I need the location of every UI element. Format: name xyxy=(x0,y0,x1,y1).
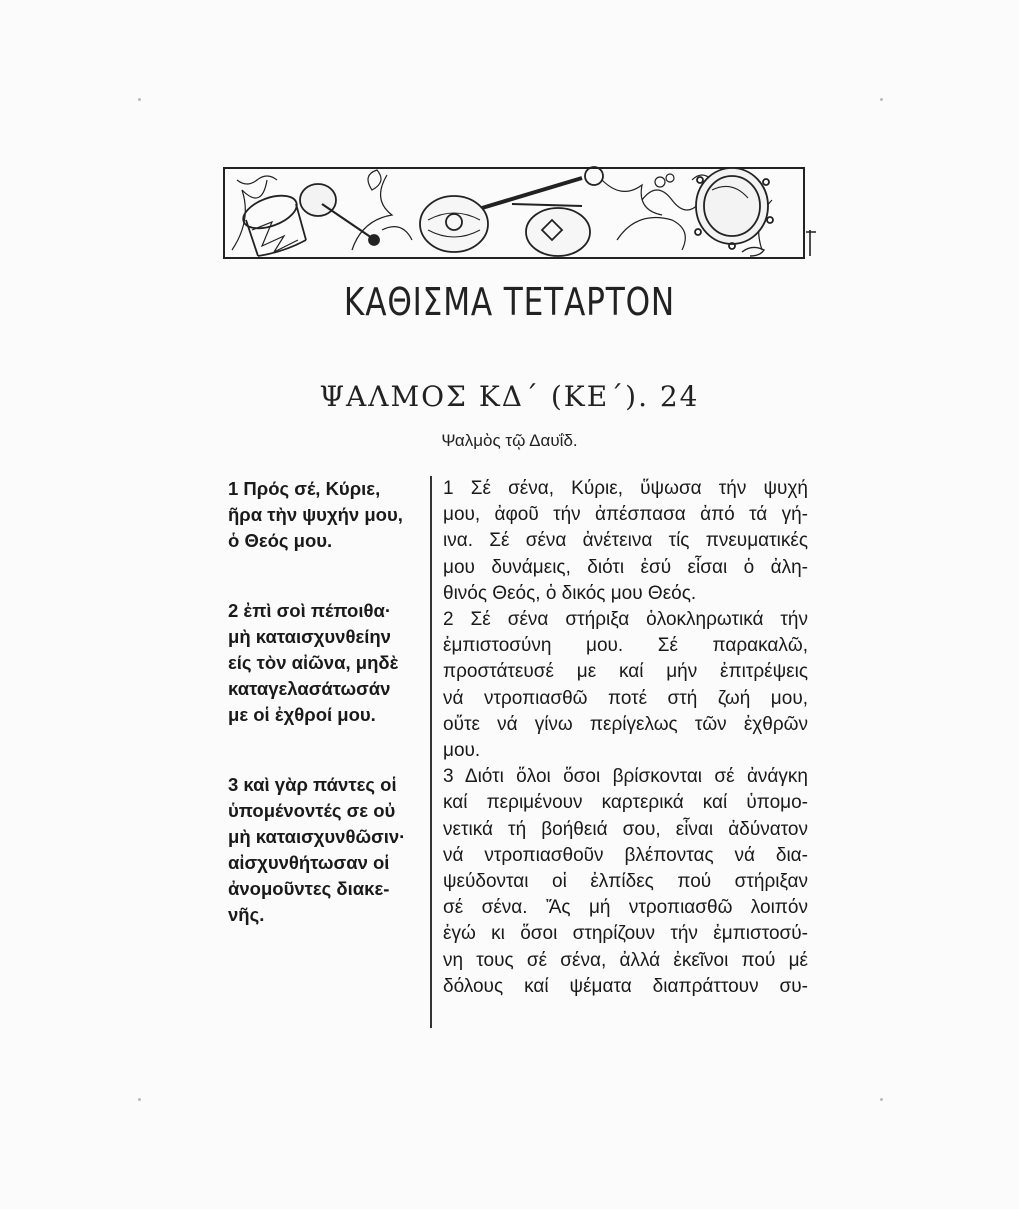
original-verse-3: 3 καὶ γὰρ πάντες οἱ ὑπομένοντές σε οὐ μὴ καταισχυνθῶσιν· αἰσχυνθήτωσαν οἱ ἀνομοῦντες διακε- νῆς. xyxy=(228,774,406,925)
column-divider xyxy=(430,476,432,1028)
translation-line: ἐμπιστοσύνη μου. Σέ παρακαλῶ, xyxy=(443,635,808,657)
original-text-column xyxy=(228,476,412,972)
kathisma-title: ΚΑΘΙΣΜΑ ΤΕΤΑΡΤΟΝ xyxy=(343,280,676,324)
translation-line: 1 Σέ σένα, Κύριε, ὕψωσα τήν ψυχή xyxy=(443,478,808,499)
translation-line: 2 Σέ σένα στήριξα ὁλοκληρωτικά τήν xyxy=(443,609,808,631)
crop-mark xyxy=(880,1098,883,1101)
crop-mark xyxy=(138,98,141,101)
translation-line: νη τους σέ σένα, ἀλλά ἐκεῖνοι πού μέ xyxy=(443,949,808,971)
crop-mark xyxy=(138,1098,141,1101)
original-verse-2: 2 ἐπὶ σοὶ πέποιθα· μὴ καταισχυνθείην είς τὸν αἰῶνα, μηδὲ καταγελασάτωσάν με οἱ ἐχθροί μου. xyxy=(228,600,399,725)
translation-line: νά ντροπιασθῶ ποτέ στή ζωή μου, xyxy=(443,687,808,709)
translation-line: θινός Θεός, ὁ δικός μου Θεός. xyxy=(443,582,697,604)
translation-line: ψεύδονται οἱ ἐλπίδες πού στήριξαν xyxy=(443,871,808,893)
psalm-heading: ΨΑΛΜΟΣ ΚΔ΄ (ΚΕ΄). 24 xyxy=(319,380,700,413)
translation-line: προστάτευσέ με καί μήν ἐπιτρέψεις xyxy=(443,661,808,683)
translation-line: ἐγώ κι ὅσοι στηρίζουν τήν ἐμπιστοσύ- xyxy=(443,923,808,945)
translation-column xyxy=(443,476,808,1000)
headpiece-ornament-icon xyxy=(222,160,818,264)
translation-line: ινα. Σέ σένα ἀνέτεινα τίς πνευματικές xyxy=(443,530,808,552)
translation-line: μου. xyxy=(443,740,481,762)
translation-line: δόλους καί ψέματα διαπράττουν συ- xyxy=(443,975,808,997)
translation-line: μου δυνάμεις, διότι ἐσύ εἶσαι ὁ ἀλη- xyxy=(443,556,808,578)
translation-line: νά ντροπιασθοῦν βλέποντας νά δια- xyxy=(443,844,808,866)
translation-line: σέ σένα. Ἄς μή ντροπιασθῶ λοιπόν xyxy=(443,897,808,919)
psalm-subtitle: Ψαλμὸς τῷ Δαυΐδ. xyxy=(441,431,578,450)
translation-line: 3 Διότι ὅλοι ὅσοι βρίσκονται σέ ἀνάγκη xyxy=(443,766,808,788)
translation-line: καί περιμένουν καρτερικά καί ὑπομο- xyxy=(443,792,808,814)
crop-mark xyxy=(880,98,883,101)
original-verse-1: 1 Πρός σέ, Κύριε, ῆρα τὴν ψυχήν μου, ὁ Θεός μου. xyxy=(228,478,403,551)
translation-line: μου, ἀφοῦ τήν ἀπέσπασα ἀπό τά γή- xyxy=(443,504,808,526)
translation-line: νετικά τή βοήθειά σου, εἶναι ἀδύνατον xyxy=(443,818,808,840)
translation-line: οὔτε νά γίνω περίγελως τῶν ἐχθρῶν xyxy=(443,713,808,735)
